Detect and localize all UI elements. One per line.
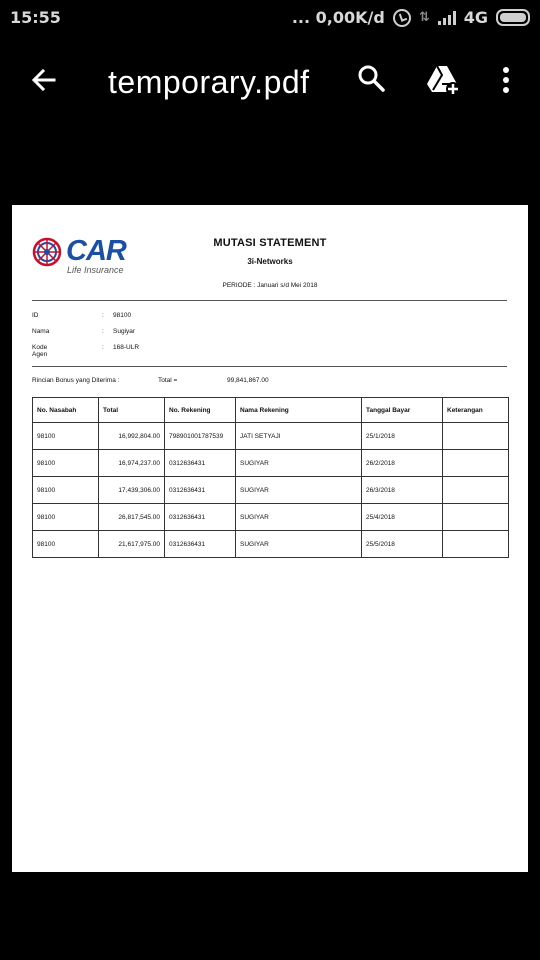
table-row xyxy=(33,450,509,477)
info-colon: : xyxy=(102,328,104,335)
info-colon: : xyxy=(102,344,104,351)
table-cell: 98100 xyxy=(33,531,99,558)
table-cell: 0312636431 xyxy=(165,504,236,531)
info-colon: : xyxy=(102,312,104,319)
statement-period: PERIODE : Januari s/d Mei 2018 xyxy=(222,282,318,289)
info-value: Sugiyar xyxy=(113,328,136,335)
search-icon xyxy=(355,62,389,96)
divider xyxy=(32,300,507,301)
status-bar xyxy=(0,0,540,36)
more-vert-icon xyxy=(496,64,516,96)
table-cell: 26,817,545.00 xyxy=(99,504,165,531)
table-cell xyxy=(443,450,509,477)
table-cell: 98100 xyxy=(33,477,99,504)
info-value: 168-ULR xyxy=(113,344,140,351)
app-bar xyxy=(0,48,540,128)
info-label: ID xyxy=(32,312,39,319)
document-title: temporary.pdf xyxy=(108,64,310,100)
table-row xyxy=(33,477,509,504)
table-cell: 21,617,975.00 xyxy=(99,531,165,558)
more-options-button[interactable] xyxy=(496,64,516,96)
column-header: Keterangan xyxy=(443,398,509,423)
table-cell: 798901001787539 xyxy=(165,423,236,450)
bonus-total-label: Total = xyxy=(158,377,178,384)
table-cell: 25/4/2018 xyxy=(362,504,443,531)
info-label: Nama xyxy=(32,328,50,335)
table-cell: 0312636431 xyxy=(165,450,236,477)
bonus-summary xyxy=(32,377,507,387)
table-cell xyxy=(443,423,509,450)
column-header: Nama Rekening xyxy=(236,398,362,423)
search-button[interactable] xyxy=(355,62,389,96)
table-cell: 26/3/2018 xyxy=(362,477,443,504)
add-to-drive-button[interactable] xyxy=(425,62,461,98)
divider xyxy=(32,366,507,367)
table-cell: 16,974,237.00 xyxy=(99,450,165,477)
table-cell: 0312636431 xyxy=(165,531,236,558)
column-header: No. Rekening xyxy=(165,398,236,423)
statement-subtitle: 3i-Networks xyxy=(247,257,293,266)
table-cell: 26/2/2018 xyxy=(362,450,443,477)
company-logo xyxy=(32,235,142,277)
table-row xyxy=(33,423,509,450)
table-cell xyxy=(443,531,509,558)
table-row xyxy=(33,504,509,531)
signal-icon xyxy=(438,11,456,25)
network-type: 4G xyxy=(463,8,488,27)
statement-table xyxy=(32,397,509,558)
column-header: Total xyxy=(99,398,165,423)
status-icons xyxy=(292,8,530,27)
table-cell: JATI SETYAJI xyxy=(236,423,362,450)
alarm-icon xyxy=(393,9,411,27)
battery-icon xyxy=(496,9,530,26)
table-cell: 25/1/2018 xyxy=(362,423,443,450)
back-arrow-icon xyxy=(26,62,62,98)
bonus-label: Rincian Bonus yang Diterima : xyxy=(32,377,120,384)
table-cell: 98100 xyxy=(33,450,99,477)
logo-subtext: Life Insurance xyxy=(67,265,124,275)
table-cell: 0312636431 xyxy=(165,477,236,504)
pdf-page[interactable] xyxy=(12,205,528,872)
logo-mark-icon xyxy=(32,237,62,267)
table-cell: 17,439,306.00 xyxy=(99,477,165,504)
table-cell: 98100 xyxy=(33,504,99,531)
table-cell: SUGIYAR xyxy=(236,477,362,504)
info-label: Kode Agen xyxy=(32,344,48,358)
table-cell: 25/5/2018 xyxy=(362,531,443,558)
table-header-row xyxy=(33,398,509,423)
table-cell xyxy=(443,504,509,531)
column-header: Tanggal Bayar xyxy=(362,398,443,423)
status-time: 15:55 xyxy=(10,8,61,27)
table-cell: SUGIYAR xyxy=(236,450,362,477)
table-cell: SUGIYAR xyxy=(236,504,362,531)
table-cell: SUGIYAR xyxy=(236,531,362,558)
table-cell xyxy=(443,477,509,504)
column-header: No. Nasabah xyxy=(33,398,99,423)
table-cell: 16,992,804.00 xyxy=(99,423,165,450)
data-transfer-icon: ⇅ xyxy=(418,10,430,25)
table-cell: 98100 xyxy=(33,423,99,450)
table-row xyxy=(33,531,509,558)
statement-title: MUTASI STATEMENT xyxy=(213,237,327,249)
info-value: 98100 xyxy=(113,312,132,319)
network-speed: ... 0,00K/d xyxy=(291,8,385,27)
back-button[interactable] xyxy=(26,62,62,98)
drive-add-icon xyxy=(425,62,461,98)
logo-text: CAR xyxy=(66,235,126,267)
bonus-total-value: 99,841,867.00 xyxy=(227,377,269,384)
